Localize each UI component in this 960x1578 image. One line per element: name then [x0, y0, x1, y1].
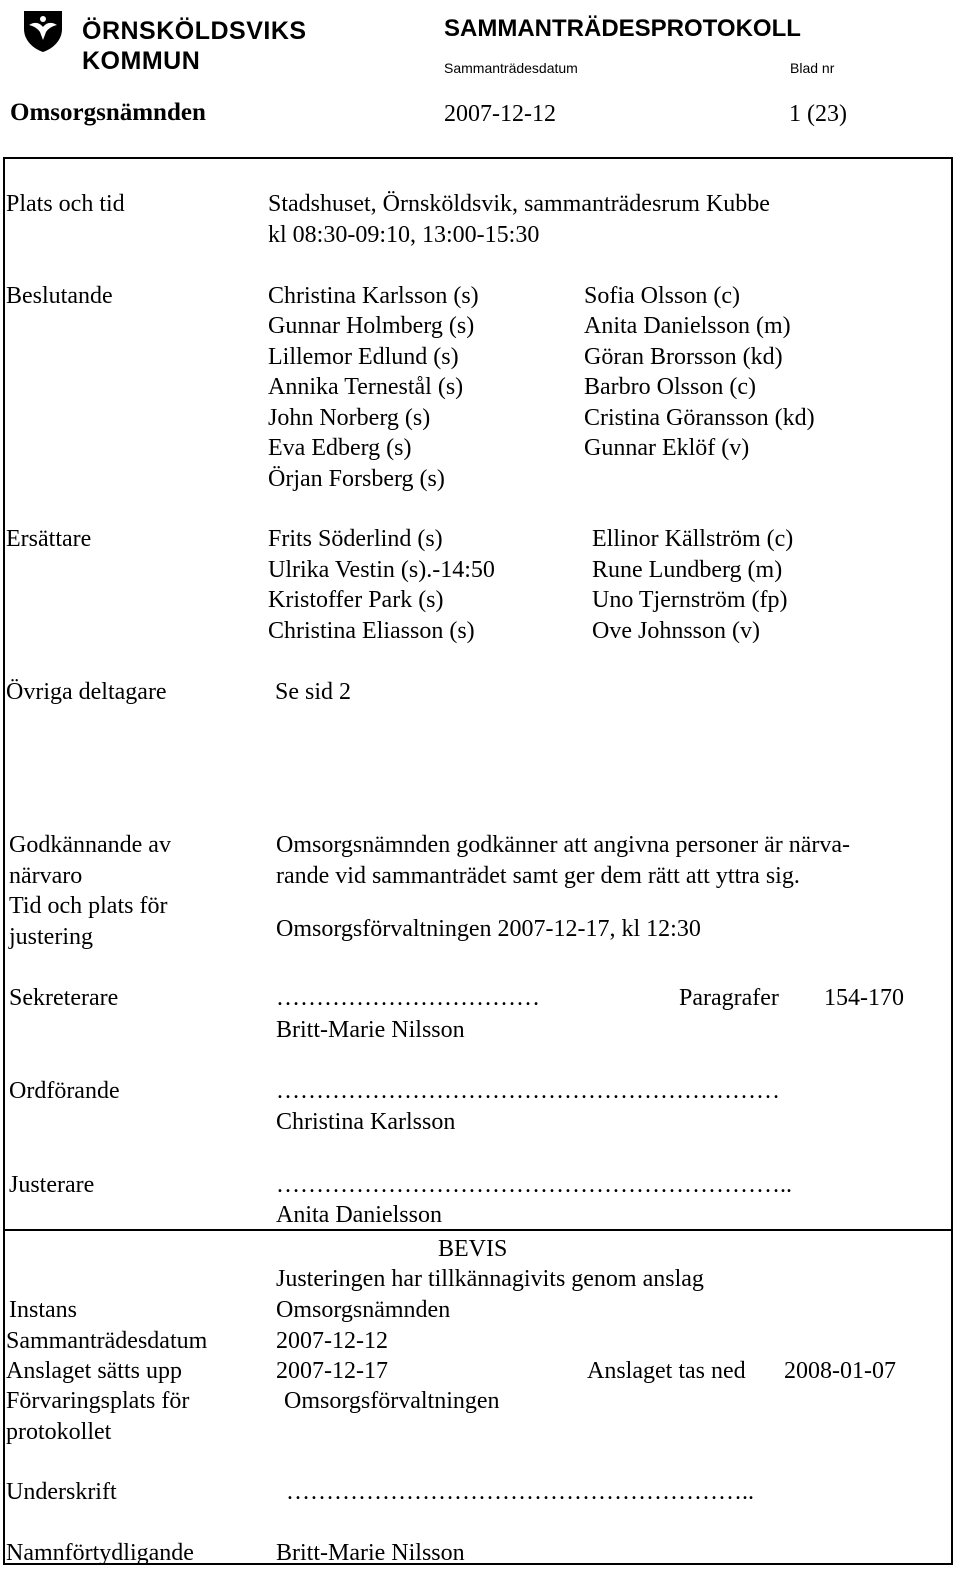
approval-text-1: Omsorgsnämnden godkänner att angivna personer är närva- [276, 832, 851, 858]
name-clarification-value: Britt-Marie Nilsson [276, 1540, 465, 1566]
meeting-date: 2007-12-12 [444, 101, 556, 127]
deciders-label: Beslutande [6, 283, 113, 309]
decider-left: Christina Karlsson (s) [268, 283, 479, 309]
decider-left: Lillemor Edlund (s) [268, 344, 459, 370]
secretary-signature-line: …………………………… [276, 985, 540, 1011]
proof-statement: Justeringen har tillkännagivits genom anslag [276, 1266, 704, 1292]
removed-value: 2008-01-07 [784, 1358, 896, 1384]
adjustment-label-2: justering [9, 924, 93, 950]
place-label: Plats och tid [6, 191, 125, 217]
decider-left: Örjan Forsberg (s) [268, 466, 445, 492]
meeting-date-value: 2007-12-12 [276, 1328, 388, 1354]
decider-left: Eva Edberg (s) [268, 435, 412, 461]
approval-label-1: Godkännande av [9, 832, 171, 858]
date-label: Sammanträdesdatum [444, 60, 578, 76]
proof-title: BEVIS [438, 1236, 508, 1262]
coat-of-arms-icon [20, 7, 66, 53]
posted-value: 2007-12-17 [276, 1358, 388, 1384]
substitute-left: Ulrika Vestin (s).-14:50 [268, 557, 495, 583]
adjustment-label-1: Tid och plats för [9, 893, 168, 919]
storage-value: Omsorgsförvaltningen [284, 1388, 500, 1414]
others-label: Övriga deltagare [6, 679, 167, 705]
decider-left: John Norberg (s) [268, 405, 431, 431]
substitutes-label: Ersättare [6, 526, 92, 552]
page-number: 1 (23) [789, 101, 847, 127]
substitute-right: Uno Tjernström (fp) [592, 587, 788, 613]
adjuster-signature-line: ……………………………………………………….. [276, 1172, 792, 1198]
signature-line: ………………………………………………….. [286, 1479, 754, 1505]
substitute-right: Ellinor Källström (c) [592, 526, 794, 552]
chairman-label: Ordförande [9, 1078, 120, 1104]
removed-label: Anslaget tas ned [587, 1358, 746, 1384]
substitute-right: Ove Johnsson (v) [592, 618, 760, 644]
chairman-signature-line: ……………………………………………………… [276, 1078, 780, 1104]
approval-text-2: rande vid sammanträdet samt ger dem rätt att yttra sig. [276, 863, 800, 889]
adjuster-label: Justerare [9, 1172, 95, 1198]
others-value: Se sid 2 [275, 679, 352, 705]
meeting-date-label: Sammanträdesdatum [6, 1328, 208, 1354]
place-line-2: kl 08:30-09:10, 13:00-15:30 [268, 222, 540, 248]
substitute-left: Frits Söderlind (s) [268, 526, 443, 552]
page-label: Blad nr [790, 60, 835, 76]
instance-value: Omsorgsnämnden [276, 1297, 451, 1323]
adjuster-name: Anita Danielsson [276, 1202, 442, 1228]
committee-name: Omsorgsnämnden [10, 99, 206, 126]
decider-right: Anita Danielsson (m) [584, 313, 791, 339]
decider-right: Sofia Olsson (c) [584, 283, 740, 309]
municipality-name: ÖRNSKÖLDSVIKS KOMMUN [82, 17, 307, 75]
decider-right: Barbro Olsson (c) [584, 374, 756, 400]
posted-label: Anslaget sätts upp [6, 1358, 182, 1384]
municipality-logo [14, 6, 324, 75]
paragraphs-label: Paragrafer [679, 985, 779, 1011]
substitute-left: Kristoffer Park (s) [268, 587, 444, 613]
secretary-label: Sekreterare [9, 985, 119, 1011]
place-line-1: Stadshuset, Örnsköldsvik, sammanträdesrum Kubbe [268, 191, 770, 217]
decider-left: Annika Ternestål (s) [268, 374, 464, 400]
signature-label: Underskrift [6, 1479, 117, 1505]
decider-right: Gunnar Eklöf (v) [584, 435, 750, 461]
decider-right: Cristina Göransson (kd) [584, 405, 815, 431]
name-clarification-label: Namnförtydligande [6, 1540, 194, 1566]
document-type: SAMMANTRÄDESPROTOKOLL [444, 15, 801, 42]
storage-label-2: protokollet [6, 1419, 112, 1445]
paragraphs-value: 154-170 [824, 985, 904, 1011]
secretary-name: Britt-Marie Nilsson [276, 1017, 465, 1043]
decider-right: Göran Brorsson (kd) [584, 344, 783, 370]
substitute-right: Rune Lundberg (m) [592, 557, 783, 583]
section-divider [3, 1229, 953, 1231]
approval-label-2: närvaro [9, 863, 83, 889]
instance-label: Instans [9, 1297, 77, 1323]
chairman-name: Christina Karlsson [276, 1109, 456, 1135]
substitute-left: Christina Eliasson (s) [268, 618, 475, 644]
storage-label-1: Förvaringsplats för [6, 1388, 190, 1414]
decider-left: Gunnar Holmberg (s) [268, 313, 475, 339]
adjustment-value: Omsorgsförvaltningen 2007-12-17, kl 12:30 [276, 916, 701, 942]
